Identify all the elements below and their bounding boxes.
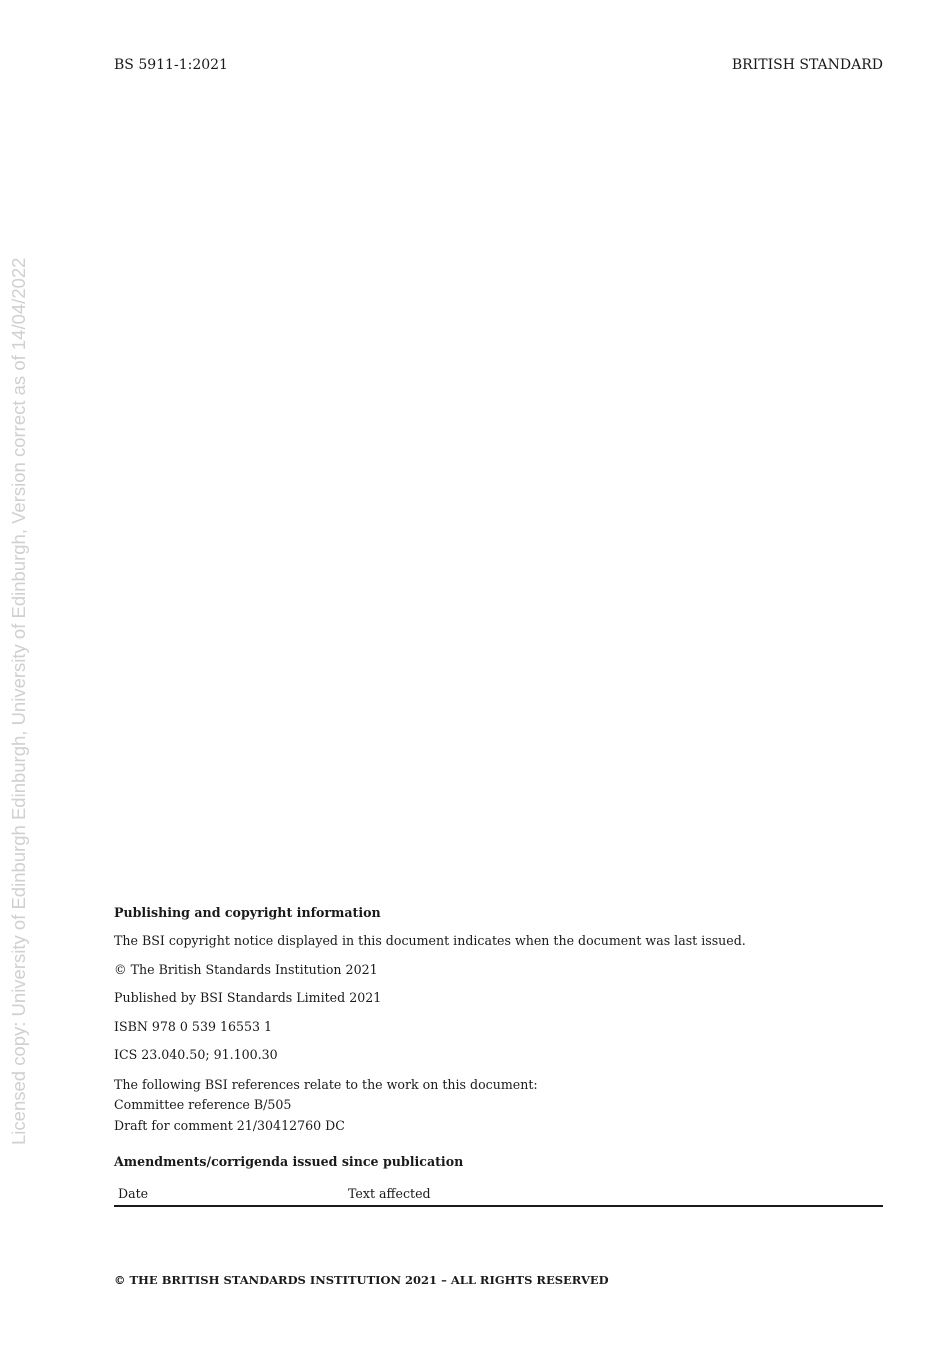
draft-reference: Draft for comment 21/30412760 DC (114, 1117, 345, 1133)
references-intro: The following BSI references relate to the work on this document: (114, 1076, 538, 1092)
committee-reference: Committee reference B/505 (114, 1097, 292, 1112)
column-header-text-affected: Text affected (348, 1186, 431, 1201)
publishing-heading: Publishing and copyright information (114, 905, 381, 920)
bsi-references (114, 1075, 883, 1137)
ics-line: ICS 23.040.50; 91.100.30 (114, 1047, 278, 1062)
copyright-line: © The British Standards Institution 2021 (114, 961, 378, 977)
document-reference: BS 5911-1:2021 (114, 57, 228, 73)
copyright-notice-text: The BSI copyright notice displayed in this document indicates when the document was last issued. (114, 933, 746, 948)
standard-label: BRITISH STANDARD (731, 57, 883, 73)
isbn-line: ISBN 978 0 539 16553 1 (114, 1018, 273, 1034)
column-header-date: Date (118, 1186, 149, 1201)
footer-copyright: © THE BRITISH STANDARDS INSTITUTION 2021 – ALL RIGHTS RESERVED (114, 1273, 609, 1287)
amendments-heading: Amendments/corrigenda issued since publication (114, 1154, 464, 1169)
publisher-line: Published by BSI Standards Limited 2021 (114, 990, 382, 1005)
amendments-table-header (114, 1185, 883, 1207)
publishing-section (114, 904, 883, 1207)
license-watermark: Licensed copy: University of Edinburgh Edinburgh, University of Edinburgh, Version correct as of 14/04/2022 (8, 257, 29, 1145)
